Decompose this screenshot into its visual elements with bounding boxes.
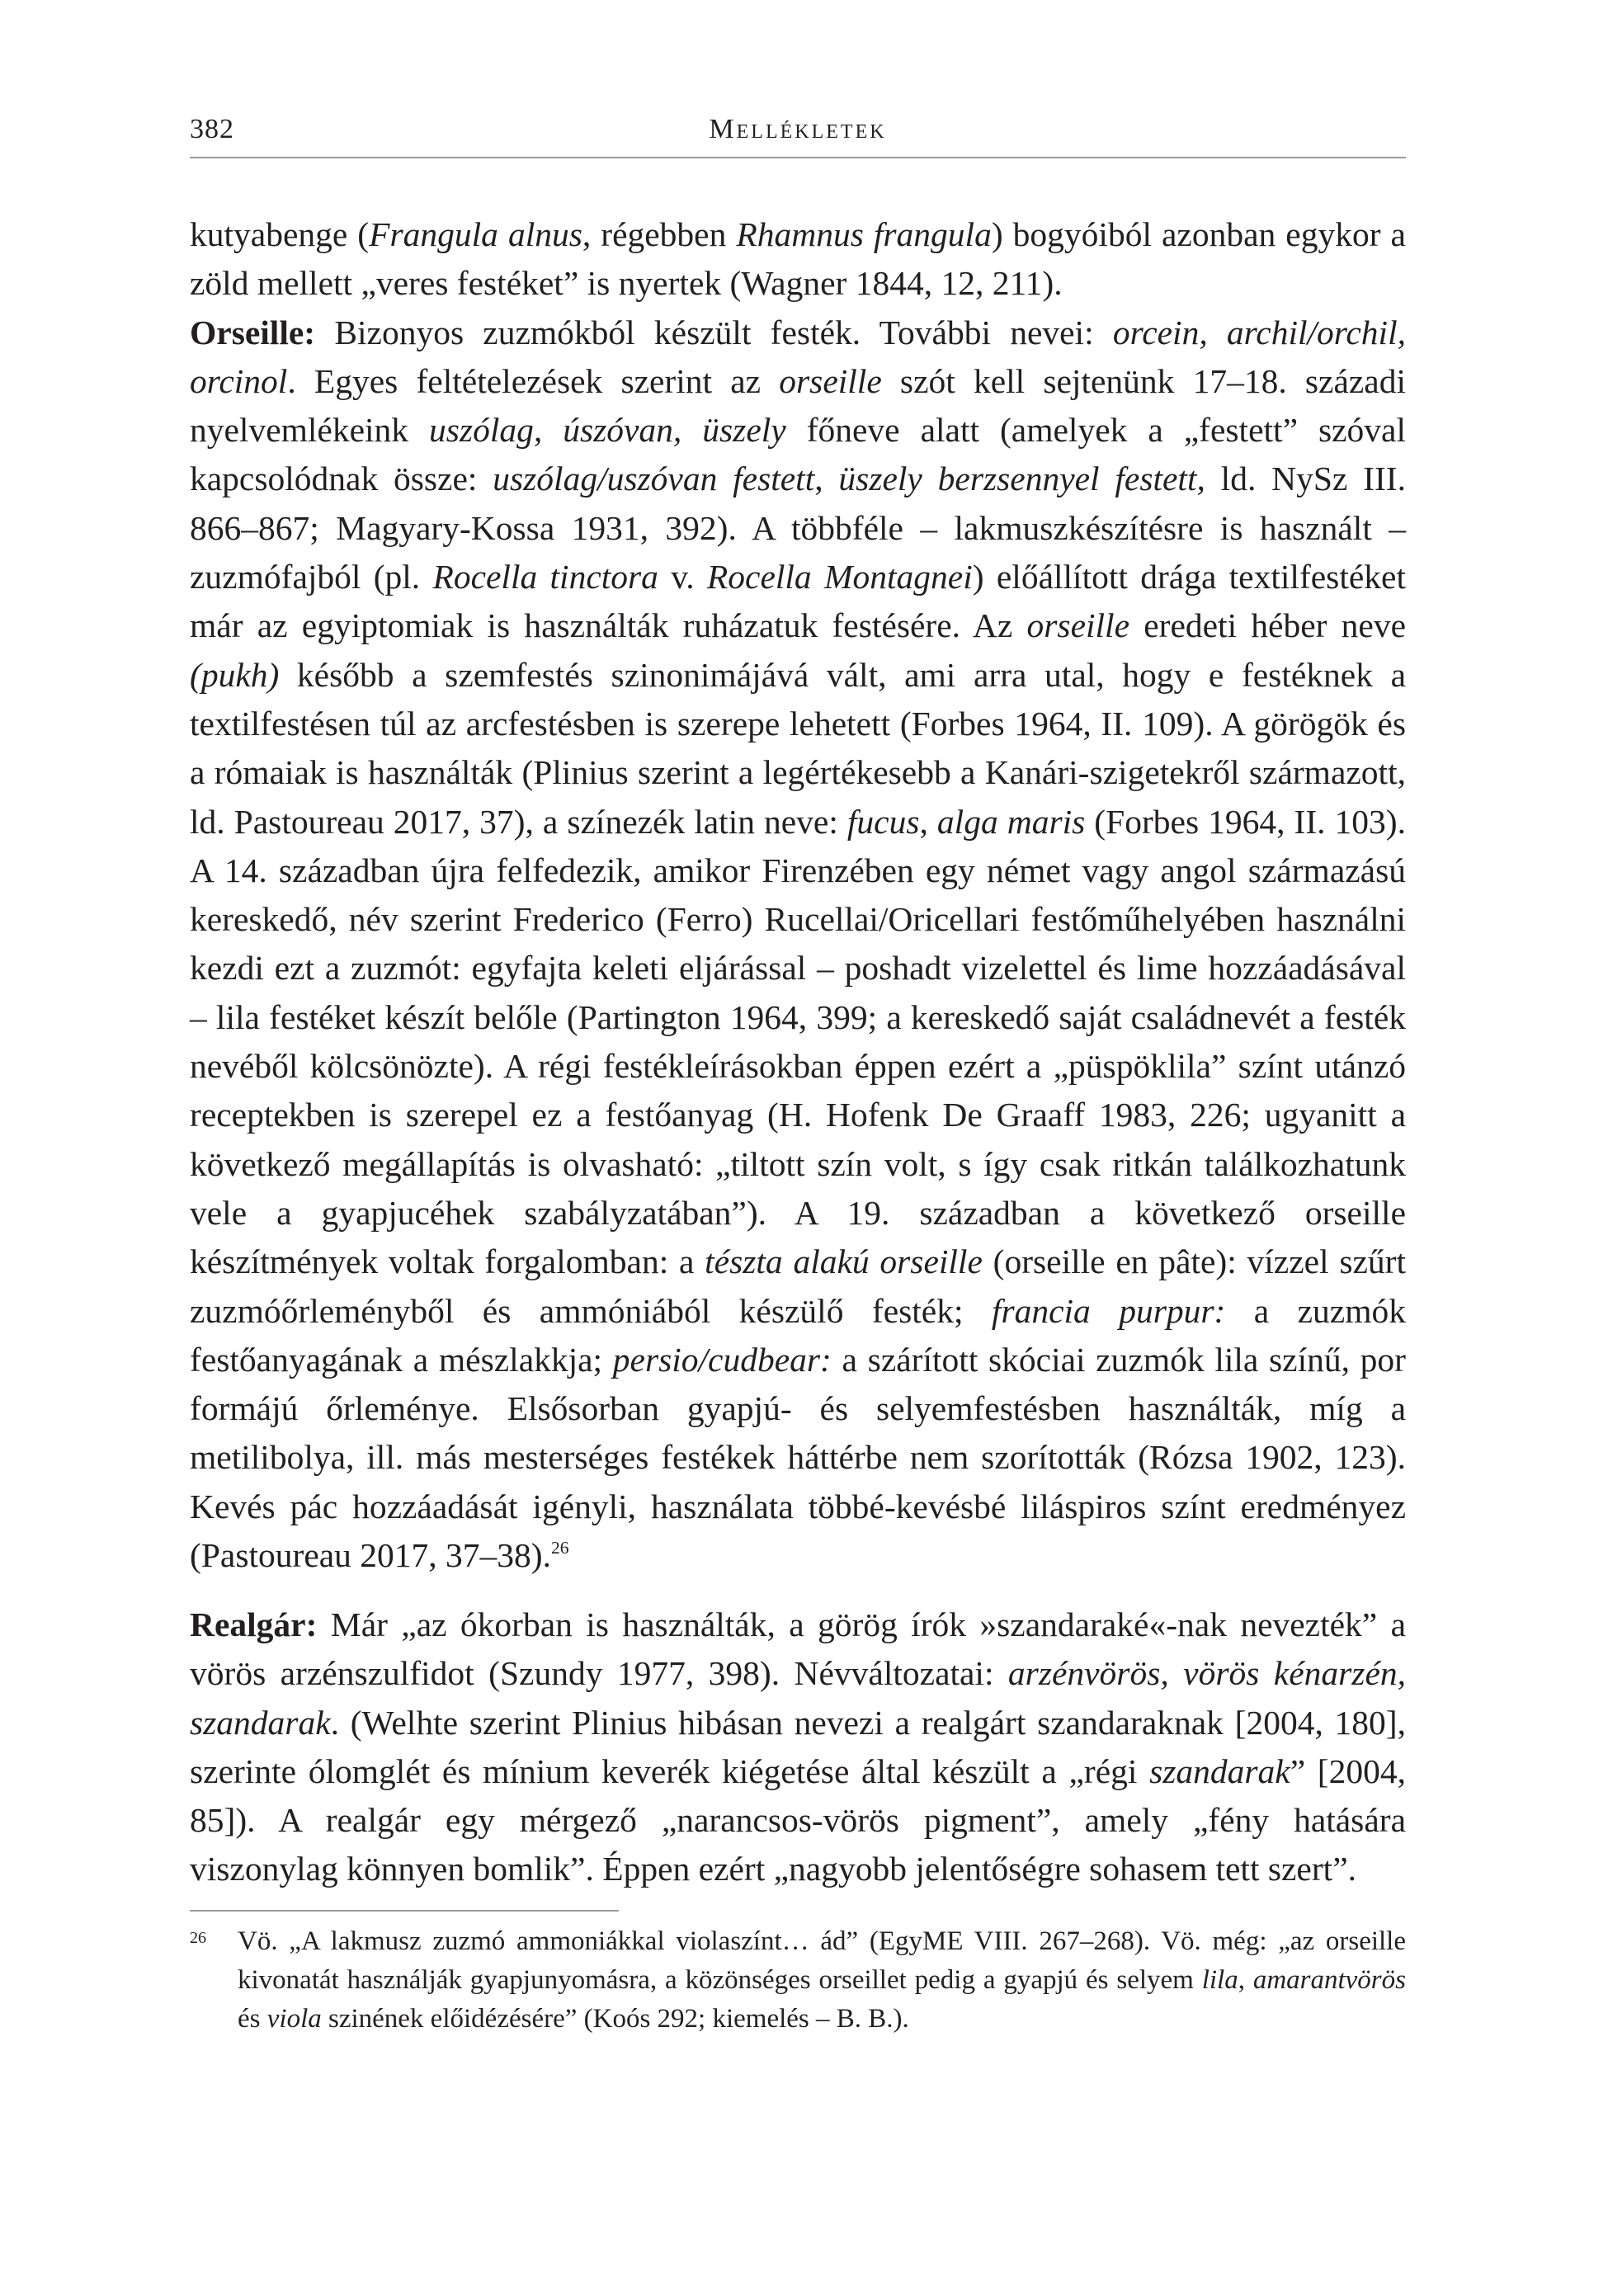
page-number: 382	[190, 114, 234, 144]
running-title: Mellékletek	[709, 114, 887, 144]
footnote-text: Vö. „A lakmusz zuzmó ammoniákkal violaszínt… ád” (EgyME VIII. 267–268). Vö. még: „az orseille kivonatát használják gyapjunyomásra, a közönséges orseillet pedig a gyapjú és selyem lila, amarantvörös és viola szinének előidézésére” (Koós 292; kiemelés – B. B.).	[238, 1926, 1406, 2034]
footnote-mark: 26	[190, 1929, 206, 1947]
body-paragraph-realgar	[190, 1601, 1406, 1894]
page-header	[190, 114, 1406, 158]
paragraph-text: kutyabenge (Frangula alnus, régebben Rhamnus frangula) bogyóiból azonban egykor a zöld mellett „veres festéket” is nyertek (Wagner 1844, 12, 211). Orseille: Bizonyos zuzmókból készült festék. További nevei: orcein, archil/orchil, orcinol. Egyes feltételezések szerint az orseille szót kell sejtenünk 17–18. századi nyelvemlékeink uszólag, úszóvan, üszely főneve alatt (amelyek a „festett” szóval kapcsolódnak össze: uszólag/uszóvan festett, üszely berzsennyel festett, ld. NySz III. 866–867; Magyary-Kossa 1931, 392). A többféle – lakmuszkészítésre is használt – zuzmófajból (pl. Rocella tinctora v. Rocella Montagnei) előállított drága textilfestéket már az egyiptomiak is használták ruházatuk festésére. Az orseille eredeti héber neve (pukh) később a szemfestés szinonimájává vált, ami arra utal, hogy e festéknek a textilfestésen túl az arcfestésben is szerepe lehetett (Forbes 1964, II. 109). A görögök és a rómaiak is használták (Plinius szerint a legértékesebb a Kanári-szigetekről származott, ld. Pastoureau 2017, 37), a színezék latin neve: fucus, alga maris (Forbes 1964, II. 103). A 14. században újra felfedezik, amikor Firenzében egy német vagy angol származású kereskedő, név szerint Frederico (Ferro) Rucellai/Oricellari festőműhelyében használni kezdi ezt a zuzmót: egyfajta keleti eljárással – poshadt vizelettel és lime hozzáadásával – lila festéket készít belőle (Partington 1964, 399; a kereskedő saját családnevét a festék nevéből kölcsönözte). A régi festékleírásokban éppen ezért a „püspöklila” színt utánzó receptekben is szerepel ez a festőanyag (H. Hofenk De Graaff 1983, 226; ugyanitt a következő megállapítás is olvasható: „tiltott szín volt, s így csak ritkán találkozhatunk vele a gyapjucéhek szabályzatában”). A 19. században a következő orseille készítmények voltak forgalomban: a tészta alakú orseille (orseille en pâte): vízzel szűrt zuzmóőrleményből és ammóniából készülő festék; francia purpur: a zuzmók festőanyagának a mészlakkja; persio/cudbear: a szárított skóciai zuzmók lila színű, por formájú őrleménye. Elsősorban gyapjú- és selyemfestésben használták, míg a metilibolya, ill. más mesterséges festékek háttérbe nem szorították (Rózsa 1902, 123). Kevés pác hozzáadását igényli, használata többé-kevésbé liláspiros színt eredményez (Pastoureau 2017, 37–38).$^{26}$	[190, 215, 1407, 1575]
footnote-26	[190, 1922, 1406, 2039]
paragraph-text: Realgár: Már „az ókorban is használták, a görög írók »szandaraké«-nak nevezték” a vörös arzénszulfidot (Szundy 1977, 398). Névváltozatai: arzénvörös, vörös kénarzén, szandarak. (Welhte szerint Plinius hibásan nevezi a realgárt szandaraknak [2004, 180], szerinte ólomglét és mínium keverék kiégetése által készült a „régi szandarak” [2004, 85]). A realgár egy mérgező „narancsos-vörös pigment”, amely „fény hatására viszonylag könnyen bomlik”. Éppen ezért „nagyobb jelentőségre sohasem tett szert”.	[190, 1605, 1406, 1888]
body-paragraph-orseille	[190, 210, 1406, 1580]
footnote-divider	[190, 1910, 619, 1912]
